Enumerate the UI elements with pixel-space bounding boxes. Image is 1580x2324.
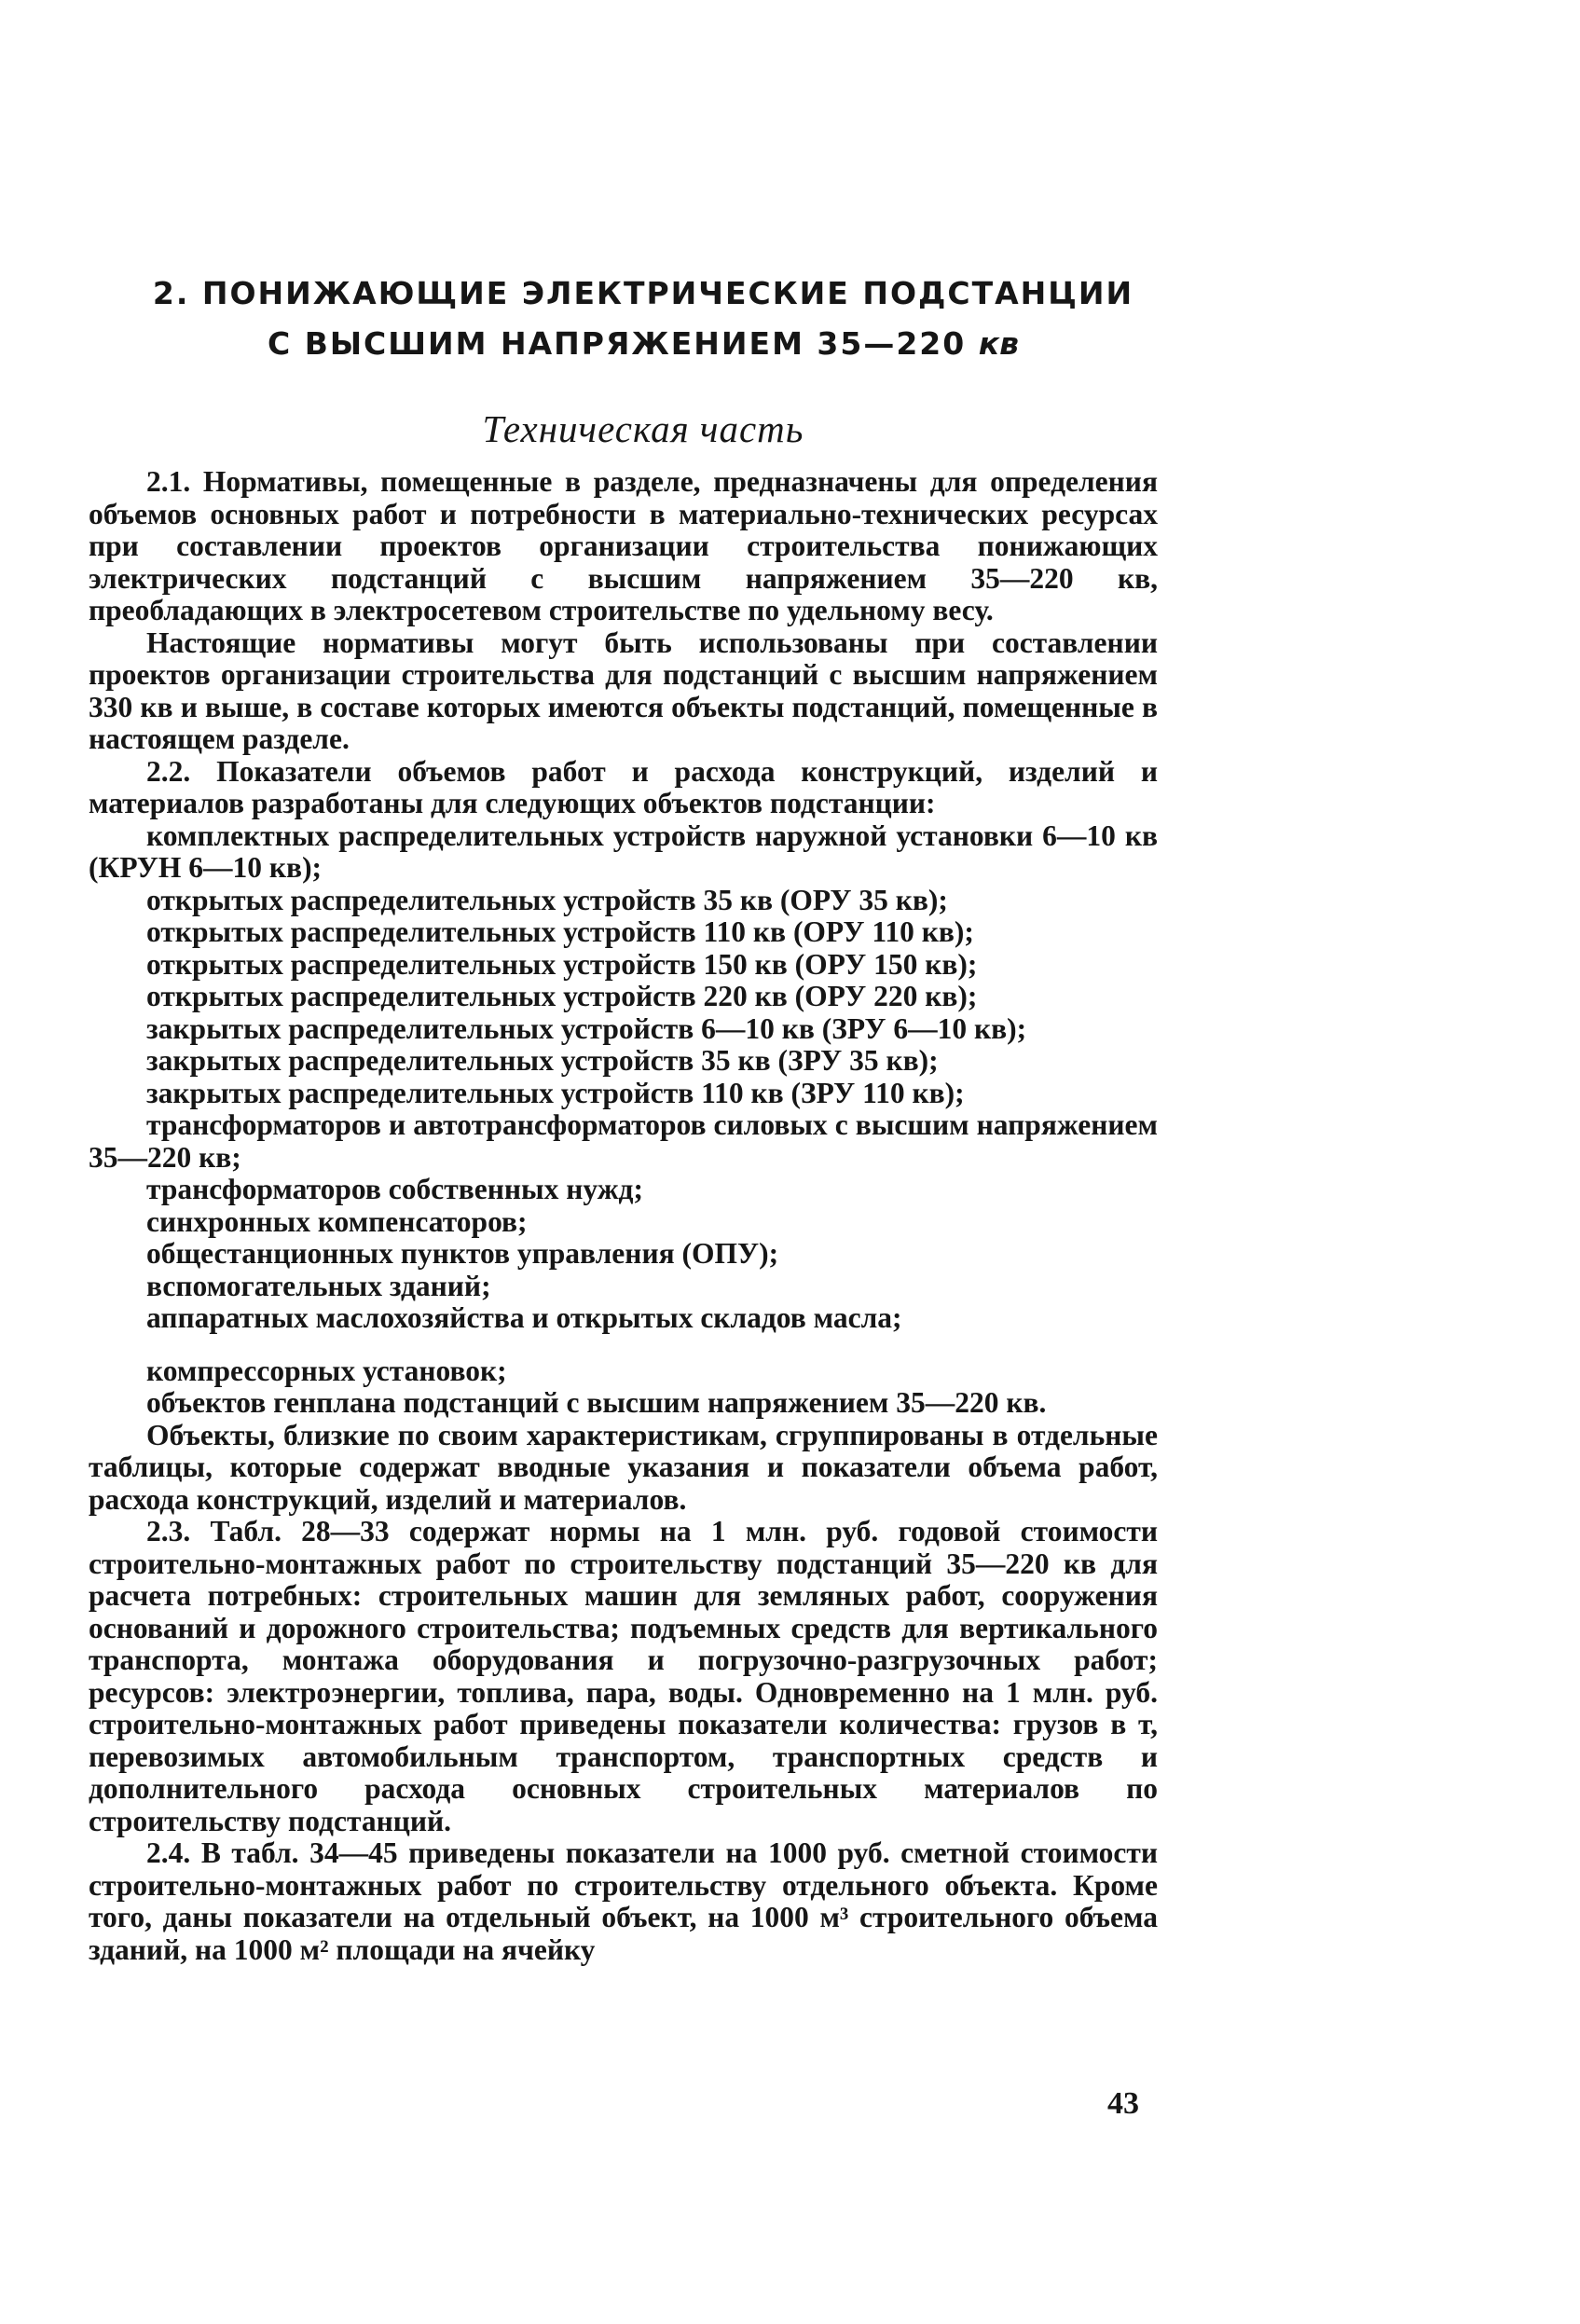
paragraph-2-3: 2.3. Табл. 28—33 содержат нормы на 1 млн. руб. годовой стоимости строительно-монтажных работ по строительству подстанций 35—220 кв для расчета потребных: строительных машин для земляных работ, сооружения оснований и дорожного строительства; подъемных средств для вертикального транспорта, монтажа оборудования и погрузочно-разгрузочных работ; ресурсов: электроэнергии, топлива, пара, воды. Одновременно на 1 млн. руб. строительно-монтажных работ приведены показатели количества: грузов в т, перевозимых автомобильным транспортом, транспортных средств и дополнительного расхода основных строительных материалов по строительству подстанций. <box>89 1515 1158 1837</box>
list-item: аппаратных маслохозяйства и открытых складов масла; <box>146 1301 902 1334</box>
paragraph-2-1: 2.1. Нормативы, помещенные в разделе, предназначены для определения объемов основных работ и потребности в материально-технических ресурсах при составлении проектов организации строительства понижающих электрических подстанций с высшим напряжением 35—220 кв, преобладающих в электросетевом строительстве по удельному весу. <box>89 465 1158 626</box>
list-item: закрытых распределительных устройств 6—10 кв (ЗРУ 6—10 кв); <box>146 1011 1027 1045</box>
list-item: открытых распределительных устройств 110 кв (ОРУ 110 кв); <box>146 915 974 948</box>
list-item: трансформаторов и автотрансформаторов силовых с высшим напряжением 35—220 кв; <box>89 1108 1158 1174</box>
list-item: вспомогательных зданий; <box>146 1269 491 1302</box>
list-item: открытых распределительных устройств 150 кв (ОРУ 150 кв); <box>146 947 978 981</box>
paragraph-grouping: Объекты, близкие по своим характеристикам, сгруппированы в отдельные таблицы, которые содержат вводные указания и показатели объема работ, расхода конструкций, изделий и материалов. <box>89 1418 1158 1516</box>
body-text <box>89 466 1158 1966</box>
list-item: закрытых распределительных устройств 110 кв (ЗРУ 110 кв); <box>146 1076 965 1109</box>
list-item: комплектных распределительных устройств наружной установки 6—10 кв (КРУН 6—10 кв); <box>89 818 1158 884</box>
paragraph-2-4: 2.4. В табл. 34—45 приведены показатели на 1000 руб. сметной стоимости строительно-монтажных работ по строительству отдельного объекта. Кроме того, даны показатели на отдельный объект, на 1000 м³ строительного объема зданий, на 1000 м² площади на ячейку <box>89 1836 1158 1966</box>
subsection-title: Техническая часть <box>482 407 804 450</box>
list-item: открытых распределительных устройств 35 кв (ОРУ 35 кв); <box>146 883 948 916</box>
list-item: трансформаторов собственных нужд; <box>146 1173 643 1205</box>
list-item: синхронных компенсаторов; <box>146 1204 528 1238</box>
section-heading-unit: кв <box>978 325 1019 362</box>
page-number: 43 <box>1107 2086 1139 2121</box>
section-heading-line-1: 2. ПОНИЖАЮЩИЕ ЭЛЕКТРИЧЕСКИЕ ПОДСТАНЦИИ <box>152 275 1134 311</box>
section-heading-line-2 <box>140 319 1147 369</box>
paragraph-applicability: Настоящие нормативы могут быть использованы при составлении проектов организации строительства для подстанций с высшим напряжением 330 кв и выше, в составе которых имеются объекты подстанций, помещенные в настоящем разделе. <box>89 626 1158 755</box>
section-heading <box>140 268 1147 369</box>
list-item: общестанционных пунктов управления (ОПУ); <box>146 1237 779 1270</box>
list-item: объектов генплана подстанций с высшим напряжением 35—220 кв. <box>146 1386 1047 1419</box>
section-heading-line-2-text: С ВЫСШИМ НАПРЯЖЕНИЕМ 35—220 <box>268 325 967 362</box>
list-item: закрытых распределительных устройств 35 кв (ЗРУ 35 кв); <box>146 1044 939 1077</box>
list-item: компрессорных установок; <box>146 1354 507 1387</box>
paragraph-2-2: 2.2. Показатели объемов работ и расхода конструкций, изделий и материалов разработаны для следующих объектов подстанции: <box>89 754 1158 819</box>
list-item: открытых распределительных устройств 220 кв (ОРУ 220 кв); <box>146 980 978 1012</box>
